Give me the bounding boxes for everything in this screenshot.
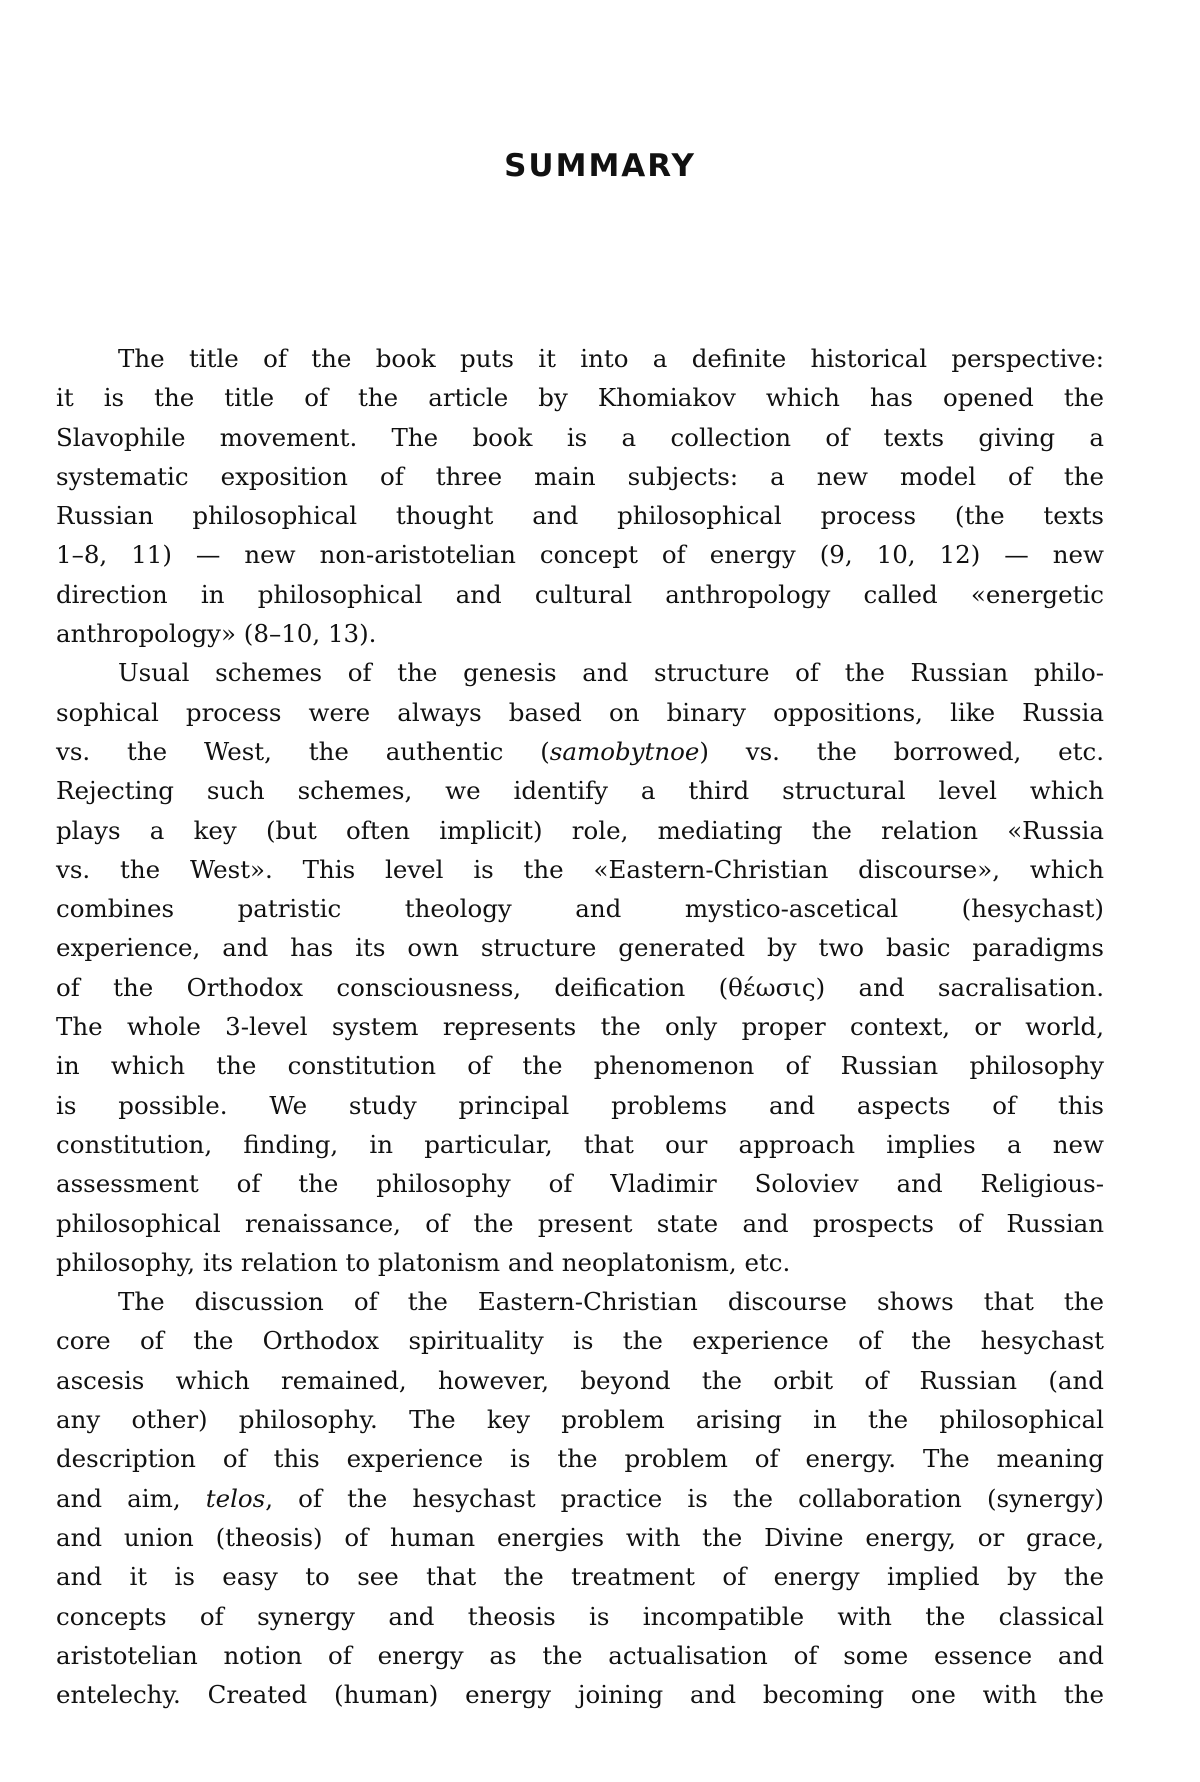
text-line: description of this experience is the problem of energy. The meaning bbox=[56, 1444, 1104, 1474]
paragraph bbox=[56, 1282, 1104, 1714]
page-title: SUMMARY bbox=[504, 148, 696, 184]
text-line: Russian philosophical thought and philosophical process (the texts bbox=[56, 501, 1104, 531]
text-line: Usual schemes of the genesis and structure of the Russian philo- bbox=[118, 658, 1104, 688]
text-line: The discussion of the Eastern-Christian discourse shows that the bbox=[118, 1287, 1104, 1317]
text-line: plays a key (but often implicit) role, mediating the relation «Russia bbox=[56, 815, 1104, 845]
text-line: in which the constitution of the phenomenon of Russian philosophy bbox=[56, 1051, 1104, 1081]
text-line: 1–8, 11) — new non-aristotelian concept of energy (9, 10, 12) — new bbox=[56, 540, 1104, 570]
text-line: core of the Orthodox spirituality is the experience of the hesychast bbox=[56, 1326, 1104, 1356]
text-line: sophical process were always based on binary oppositions, like Russia bbox=[56, 697, 1104, 727]
text-line: assessment of the philosophy of Vladimir Soloviev and Religious- bbox=[56, 1169, 1104, 1199]
text-line: philosophical renaissance, of the present state and prospects of Russian bbox=[56, 1208, 1104, 1238]
text-line: and it is easy to see that the treatment of energy implied by the bbox=[56, 1562, 1104, 1592]
text-line: any other) philosophy. The key problem arising in the philosophical bbox=[56, 1405, 1104, 1435]
text-line: philosophy, its relation to platonism and neoplatonism, etc. bbox=[56, 1247, 791, 1277]
text-line: is possible. We study principal problems and aspects of this bbox=[56, 1090, 1104, 1120]
paragraph bbox=[56, 339, 1104, 653]
text-line: combines patristic theology and mystico-ascetical (hesychast) bbox=[56, 894, 1104, 924]
text-line: The whole 3-level system represents the only proper context, or world, bbox=[56, 1012, 1104, 1042]
summary-body bbox=[56, 339, 1104, 1714]
text-line: concepts of synergy and theosis is incompatible with the classical bbox=[56, 1601, 1104, 1631]
text-line: and aim, telos, of the hesychast practice is the collaboration (synergy) bbox=[56, 1483, 1104, 1513]
text-line: direction in philosophical and cultural anthropology called «energetic bbox=[56, 579, 1104, 609]
text-line: entelechy. Created (human) energy joining and becoming one with the bbox=[56, 1680, 1104, 1710]
text-line: aristotelian notion of energy as the actualisation of some essence and bbox=[56, 1640, 1104, 1670]
text-line: of the Orthodox consciousness, deification (θέωσις) and sacralisation. bbox=[56, 972, 1104, 1002]
text-line: constitution, finding, in particular, that our approach implies a new bbox=[56, 1129, 1104, 1159]
text-line: Rejecting such schemes, we identify a third structural level which bbox=[56, 776, 1104, 806]
text-line: ascesis which remained, however, beyond the orbit of Russian (and bbox=[56, 1365, 1104, 1395]
text-line: The title of the book puts it into a definite historical perspective: bbox=[118, 344, 1104, 373]
text-line: vs. the West, the authentic (samobytnoe) vs. the borrowed, etc. bbox=[56, 736, 1105, 766]
text-line: Slavophile movement. The book is a collection of texts giving a bbox=[56, 422, 1104, 452]
text-line: experience, and has its own structure generated by two basic paradigms bbox=[56, 933, 1104, 963]
paragraph bbox=[56, 653, 1104, 1282]
text-line: anthropology» (8–10, 13). bbox=[56, 619, 377, 649]
text-line: systematic exposition of three main subjects: a new model of the bbox=[56, 461, 1104, 491]
text-line: it is the title of the article by Khomiakov which has opened the bbox=[56, 383, 1104, 413]
text-line: and union (theosis) of human energies with the Divine energy, or grace, bbox=[56, 1522, 1104, 1552]
text-line: vs. the West». This level is the «Eastern-Christian discourse», which bbox=[56, 854, 1104, 884]
